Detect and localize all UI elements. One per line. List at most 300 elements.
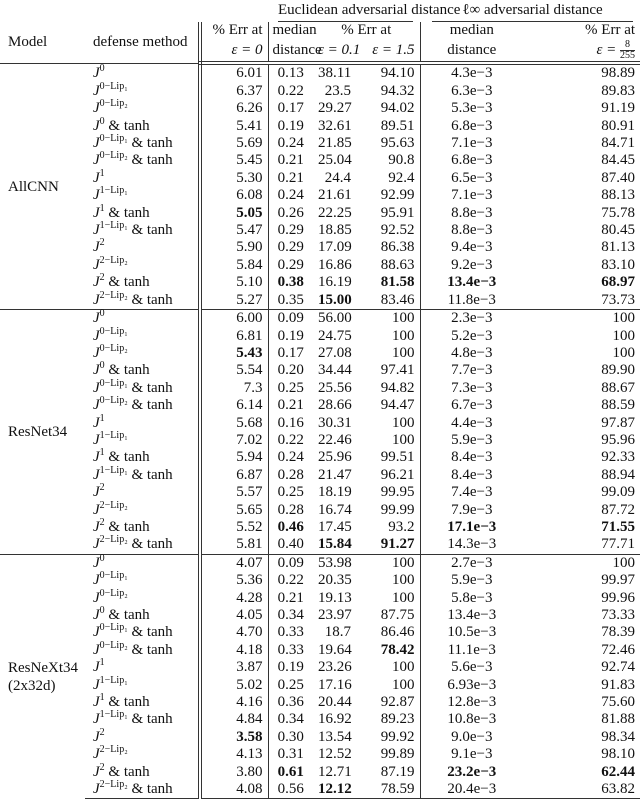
median-distance-cell: 0.33: [268, 624, 314, 641]
err-eps01-cell: 24.75: [318, 327, 352, 344]
model-sublabel: (2x32d): [8, 677, 56, 694]
model-name: [0, 554, 85, 799]
table-row: [0, 257, 640, 274]
method-superscript: 2−Lip₂: [99, 254, 128, 266]
median-distance-cell: 0.21: [268, 152, 314, 169]
linf-median-cell: 9.0e−3: [420, 729, 514, 746]
method-superscript: 2−Lip₂: [99, 534, 128, 546]
method-superscript: 0: [99, 308, 105, 320]
err-eps0-cell: 5.27: [200, 292, 268, 310]
linf-err-cell: 80.91: [601, 117, 636, 134]
method-superscript: 2: [99, 237, 105, 249]
err-eps15-cell: 92.99: [380, 187, 415, 204]
linf-err-cell: 84.45: [601, 152, 636, 169]
table-row: [0, 432, 640, 449]
method-base: J: [93, 327, 100, 344]
method-suffix: & tanh: [127, 379, 173, 396]
median-distance-cell: 0.36: [268, 694, 314, 711]
linf-median-cell: 6.93e−3: [420, 677, 514, 694]
err-eps01-cell: 20.35: [318, 572, 352, 589]
method-suffix: & tanh: [127, 536, 173, 553]
err-eps01-cell: 19.64: [318, 641, 352, 658]
err-eps15-cell: 91.27: [380, 536, 415, 553]
err-eps0-cell: 5.10: [200, 274, 268, 291]
median-distance-cell: 0.26: [268, 205, 314, 222]
err-eps15-cell: 78.42: [380, 641, 415, 658]
err-eps0-cell: 3.87: [200, 659, 268, 676]
method-base: J: [93, 152, 100, 169]
err-eps01-cell: 38.11: [314, 63, 356, 82]
table-row: [0, 590, 640, 607]
err-eps01-cell: 13.54: [318, 728, 352, 745]
method-superscript: 2: [99, 272, 105, 284]
err-eps15-cell: 81.58: [380, 274, 415, 291]
err-eps15-cell: 83.46: [380, 291, 415, 308]
linf-err-cell: 77.71: [601, 536, 636, 553]
table-row: [0, 380, 640, 397]
linf-median-cell: 2.7e−3: [420, 554, 514, 572]
median-distance-cell: 0.29: [268, 239, 314, 256]
table-row: [0, 362, 640, 379]
err-eps01-cell: 24.4: [324, 169, 351, 186]
err-eps01-cell: 25.04: [318, 152, 352, 169]
method-superscript: 1: [99, 412, 105, 424]
linf-median-cell: 5.2e−3: [420, 328, 514, 345]
table-row: [0, 345, 640, 362]
median-distance-cell: 0.24: [268, 187, 314, 204]
linf-err-cell: 99.96: [601, 589, 636, 606]
model-name: [0, 310, 85, 555]
model-header: Model: [8, 33, 48, 50]
linf-err-cell: 88.13: [601, 187, 636, 204]
err-eps15-cell: 87.75: [380, 607, 415, 623]
median-distance-cell: 0.28: [268, 467, 314, 484]
err-eps15-cell: 100: [392, 589, 415, 606]
err-eps15-cell: 96.21: [380, 466, 415, 483]
err-eps0-cell: 5.94: [200, 449, 268, 466]
err-eps15-cell: 87.19: [380, 763, 415, 780]
linf-err-cell: 89.83: [601, 82, 636, 99]
linf-err-cell: 88.94: [601, 466, 636, 483]
method-suffix: & tanh: [127, 135, 173, 152]
method-suffix: & tanh: [127, 624, 173, 641]
linf-err-cell: 95.96: [601, 431, 636, 448]
method-superscript: 0−Lip₂: [99, 639, 128, 651]
table-row: [0, 170, 640, 187]
model-label: ResNeXt34: [8, 659, 78, 676]
median-distance-cell: 0.21: [268, 590, 314, 607]
err-eps0-cell: 5.65: [200, 502, 268, 519]
linf-median-cell: 7.3e−3: [420, 380, 514, 397]
err-at-header: % Err at: [341, 22, 392, 38]
method-superscript: 0−Lip₁: [99, 622, 128, 634]
median-distance-cell: 0.17: [268, 345, 314, 362]
err-eps15-cell: 99.95: [380, 484, 415, 501]
method-superscript: 1−Lip₁: [99, 464, 128, 476]
linf-err-cell: 78.39: [601, 624, 636, 641]
median-distance-cell: 0.17: [268, 100, 314, 117]
linf-err-cell: 89.90: [601, 362, 636, 379]
err-eps15-cell: 93.2: [388, 518, 415, 535]
err-eps01-cell: 16.92: [318, 711, 352, 728]
method-superscript: 2−Lip₂: [99, 779, 128, 791]
linf-err-cell: 100: [514, 310, 640, 328]
err-eps0-cell: 5.90: [200, 239, 268, 256]
method-base: J: [93, 694, 100, 711]
linf-err-cell: 100: [612, 327, 636, 344]
err-eps01-cell: 23.26: [318, 659, 352, 676]
err-eps01-cell: 27.08: [318, 344, 352, 361]
linf-err-cell: 62.44: [601, 763, 636, 780]
linf-err-header-top: % Err at: [585, 22, 636, 38]
linf-median-cell: 23.2e−3: [420, 764, 514, 781]
method-superscript: 1: [99, 657, 105, 669]
method-base: J: [93, 397, 100, 414]
method-base: J: [93, 344, 100, 361]
method-superscript: 2: [99, 482, 105, 494]
method-base: J: [93, 746, 100, 763]
err-eps15-cell: 100: [392, 414, 415, 431]
err-eps01-cell: 34.44: [318, 362, 352, 379]
method-base: J: [93, 676, 100, 693]
table-row: [0, 484, 640, 501]
defense-method-header: defense method: [93, 33, 188, 50]
err-eps15-cell: 99.89: [380, 746, 415, 763]
method-superscript: 1−Lip₁: [99, 709, 128, 721]
method-base: J: [93, 728, 100, 745]
err-eps15-cell: 88.63: [380, 256, 415, 273]
method-suffix: & tanh: [104, 204, 150, 221]
err-eps0-cell: 5.69: [200, 135, 268, 152]
err-eps0-cell: 4.16: [200, 694, 268, 711]
err0-header-top: % Err at: [200, 22, 268, 39]
err-eps0-cell: 7.02: [200, 432, 268, 449]
method-superscript: 1: [99, 692, 105, 704]
median-distance-cell: 0.34: [268, 607, 314, 624]
linf-err-cell: 80.45: [601, 222, 636, 239]
err-eps0-cell: 5.30: [200, 170, 268, 187]
err-eps0-cell: 4.70: [200, 624, 268, 641]
err-eps0-cell: 3.58: [200, 729, 268, 746]
linf-median-cell: 6.5e−3: [420, 170, 514, 187]
err-eps01-cell: 25.56: [318, 379, 352, 396]
method-base: J: [93, 466, 100, 483]
linf-err-cell: 92.74: [601, 659, 636, 676]
method-superscript: 0: [99, 360, 105, 372]
err-eps01-cell: 12.12: [314, 781, 356, 799]
err-eps15-cell: 92.52: [380, 222, 415, 239]
err-eps15-cell: 100: [392, 431, 415, 448]
method-superscript: 0: [99, 62, 105, 74]
method-base: J: [93, 449, 100, 466]
table-row: [0, 572, 640, 589]
method-superscript: 1−Lip₁: [99, 220, 128, 232]
method-suffix: & tanh: [127, 397, 173, 414]
linf-err-cell: 88.59: [601, 397, 636, 414]
err-eps01-cell: 16.74: [318, 501, 352, 518]
err-eps15-cell: 100: [392, 327, 415, 344]
linf-median-cell: 17.1e−3: [420, 519, 514, 536]
err-eps0-cell: 6.01: [200, 63, 268, 82]
method-base: J: [93, 239, 100, 256]
linf-median-cell: 11.1e−3: [420, 642, 514, 659]
linf-err-cell: 72.46: [601, 641, 636, 658]
linf-err-cell: 98.89: [514, 63, 640, 82]
method-superscript: 0: [99, 605, 105, 616]
linf-err-cell: 73.73: [601, 291, 636, 308]
linf-median-cell: 14.3e−3: [420, 536, 514, 554]
method-base: J: [93, 82, 100, 99]
fraction-8-255: $\frac{8}{255}$: [620, 38, 636, 61]
method-suffix: & tanh: [104, 763, 150, 780]
err-eps0-cell: 4.05: [200, 607, 268, 624]
linf-median-cell: 4.8e−3: [420, 345, 514, 362]
median-distance-cell: 0.22: [268, 432, 314, 449]
method-suffix: & tanh: [104, 117, 150, 134]
linf-err-cell: 100: [514, 554, 640, 572]
linf-median-cell: 8.8e−3: [420, 205, 514, 222]
linf-err-header-eps: ε = $\frac{8}{255}$: [514, 39, 640, 63]
err-eps0-cell: 6.26: [200, 100, 268, 117]
table-row: [0, 63, 640, 82]
err-eps0-cell: 5.02: [200, 677, 268, 694]
linf-median-cell: 9.4e−3: [420, 239, 514, 256]
linf-median-cell: 7.1e−3: [420, 135, 514, 152]
linf-median-cell: 8.4e−3: [420, 467, 514, 484]
err-eps0-cell: 5.36: [200, 572, 268, 589]
err-eps0-cell: 5.41: [200, 118, 268, 135]
err-eps01-cell: 16.86: [318, 256, 352, 273]
median-distance-cell: 0.09: [268, 554, 314, 572]
err-eps01-cell: 15.84: [318, 536, 352, 553]
linf-err-cell: 73.33: [601, 607, 636, 623]
linf-median-cell: 7.7e−3: [420, 362, 514, 379]
err-eps0-cell: 6.37: [200, 83, 268, 100]
median-distance-cell: 0.09: [268, 310, 314, 328]
err-eps15-cell: 92.87: [380, 694, 415, 711]
method-superscript: 1: [99, 447, 105, 459]
linf-median-cell: 7.1e−3: [420, 187, 514, 204]
err-eps01-cell: 22.25: [318, 204, 352, 221]
method-base: J: [93, 484, 100, 501]
method-superscript: 0−Lip₁: [99, 133, 128, 145]
method-superscript: 0−Lip₂: [99, 98, 128, 110]
method-superscript: 2: [99, 761, 105, 773]
table-row: [0, 222, 640, 239]
table-row: [0, 729, 640, 746]
err-eps01-cell: 17.45: [318, 518, 352, 535]
table-row: [0, 642, 640, 659]
err-eps0-cell: 6.87: [200, 467, 268, 484]
err-eps15-cell: 100: [392, 659, 415, 676]
table-row: [0, 274, 640, 291]
linf-err-cell: 87.40: [601, 169, 636, 186]
err-eps15-cell: 100: [356, 310, 420, 328]
method-superscript: 2−Lip₂: [99, 744, 128, 756]
table-row: [0, 467, 640, 484]
table-row: [0, 239, 640, 256]
median-distance-cell: 0.25: [268, 677, 314, 694]
err-eps15-cell: 100: [392, 572, 415, 589]
method-base: J: [93, 518, 100, 535]
err-eps15-cell: 94.02: [380, 100, 415, 117]
linf-err-cell: 99.97: [601, 572, 636, 589]
method-base: J: [93, 572, 100, 589]
err-eps01-cell: 18.19: [318, 484, 352, 501]
median-distance-cell: 0.34: [268, 711, 314, 728]
err-eps01-cell: 12.52: [318, 746, 352, 763]
err-eps15-cell: 94.32: [380, 82, 415, 99]
err-eps15-cell: 94.10: [356, 63, 420, 82]
median-distance-cell: 0.21: [268, 397, 314, 414]
median-distance-cell: 0.46: [268, 519, 314, 536]
err-eps0-cell: 4.07: [200, 554, 268, 572]
eps15-header: ε = 1.5: [356, 39, 420, 63]
err-eps01-cell: 21.61: [318, 187, 352, 204]
linf-median-cell: 7.9e−3: [420, 502, 514, 519]
err-eps15-cell: 95.63: [380, 135, 415, 152]
method-superscript: 1−Lip₁: [99, 674, 128, 686]
err-eps0-cell: 5.68: [200, 415, 268, 432]
table-row: [0, 519, 640, 536]
method-suffix: & tanh: [104, 449, 150, 466]
err-eps15-cell: 99.99: [380, 501, 415, 518]
err-eps15-cell: 100: [356, 554, 420, 572]
linf-err-cell: 98.34: [601, 728, 636, 745]
err-eps01-cell: 16.19: [318, 274, 352, 291]
linf-median-cell: 13.4e−3: [420, 607, 514, 624]
median-distance-cell: 0.28: [268, 502, 314, 519]
linf-err-cell: 75.78: [601, 204, 636, 221]
linf-err-cell: 91.83: [601, 676, 636, 693]
median-distance-cell: 0.22: [268, 572, 314, 589]
err-eps0-cell: 5.43: [200, 345, 268, 362]
table-row: [0, 607, 640, 624]
method-superscript: 2−Lip₂: [99, 499, 128, 511]
defense-method: [85, 289, 200, 310]
err-eps0-cell: 4.18: [200, 642, 268, 659]
method-suffix: & tanh: [127, 781, 173, 798]
median-distance-cell: 0.25: [268, 484, 314, 501]
err-eps15-cell: 78.59: [356, 781, 420, 799]
median-header-top: median: [268, 22, 314, 39]
err-eps15-cell: 97.41: [380, 362, 415, 379]
euclidean-group-header: Euclidean adversarial distance: [268, 0, 420, 22]
median-distance-cell: 0.31: [268, 746, 314, 763]
method-base: J: [93, 414, 100, 431]
table-row: [0, 328, 640, 345]
linf-median-cell: 11.8e−3: [420, 292, 514, 310]
err-eps01-cell: 15.00: [318, 291, 352, 308]
err-eps15-cell: 92.4: [388, 169, 415, 186]
table-row: [0, 677, 640, 694]
method-superscript: 0−Lip₁: [99, 570, 128, 582]
linf-median-cell: 5.6e−3: [420, 659, 514, 676]
method-base: J: [93, 763, 100, 780]
linf-median-cell: 12.8e−3: [420, 694, 514, 711]
table-row: [0, 502, 640, 519]
err-eps01-cell: 23.5: [324, 82, 351, 99]
method-base: J: [93, 187, 100, 204]
err-eps0-cell: 5.45: [200, 152, 268, 169]
median-distance-cell: 0.30: [268, 729, 314, 746]
median-distance-cell: 0.24: [268, 449, 314, 466]
method-base: J: [93, 117, 100, 134]
linf-median-cell: 5.9e−3: [420, 572, 514, 589]
err-eps01-cell: 12.71: [318, 763, 352, 780]
err-eps0-cell: 3.80: [200, 764, 268, 781]
table-row: [0, 397, 640, 414]
method-superscript: 0−Lip₂: [99, 587, 128, 599]
median-distance-cell: 0.24: [268, 135, 314, 152]
method-base: J: [93, 659, 100, 676]
method-base: J: [93, 256, 100, 273]
linf-err-cell: 99.09: [601, 484, 636, 501]
linf-err-cell: 63.82: [514, 781, 640, 799]
method-superscript: 0−Lip₁: [99, 377, 128, 389]
method-suffix: & tanh: [104, 362, 150, 379]
median-distance-cell: 0.19: [268, 328, 314, 345]
method-base: J: [93, 291, 100, 308]
median-distance-cell: 0.35: [268, 292, 314, 310]
method-superscript: 0: [99, 552, 105, 564]
linf-median-cell: 6.8e−3: [420, 118, 514, 135]
method-base: J: [93, 536, 100, 553]
err-eps0-cell: 5.84: [200, 257, 268, 274]
err-eps0-cell: 5.05: [200, 205, 268, 222]
err-eps01-cell: 32.61: [318, 117, 352, 134]
linf-median-cell: 10.5e−3: [420, 624, 514, 641]
linf-err-cell: 88.67: [601, 379, 636, 396]
linf-err-cell: 92.33: [601, 449, 636, 466]
method-suffix: & tanh: [127, 466, 173, 483]
method-superscript: 2: [99, 516, 105, 528]
linf-err-cell: 91.19: [601, 100, 636, 117]
err0-header-eps: ε = 0: [200, 39, 268, 63]
method-base: J: [93, 64, 100, 81]
linf-median-cell: 4.3e−3: [420, 63, 514, 82]
median-distance-cell: 0.33: [268, 642, 314, 659]
median-distance-cell: 0.40: [268, 536, 314, 554]
method-base: J: [93, 501, 100, 518]
table-row: [0, 187, 640, 204]
err-eps01-cell: 19.13: [318, 589, 352, 606]
err-eps01-cell: 23.97: [318, 607, 352, 623]
linf-err-cell: 97.87: [601, 414, 636, 431]
err-eps0-cell: 5.57: [200, 484, 268, 501]
median-distance-cell: 0.29: [268, 222, 314, 239]
linf-median-cell: 5.8e−3: [420, 590, 514, 607]
median-header-bottom: distance: [268, 39, 314, 63]
linf-err-cell: 83.10: [601, 256, 636, 273]
method-base: J: [93, 589, 100, 606]
err-eps15-cell: 99.92: [380, 728, 415, 745]
linf-err-cell: 81.13: [601, 239, 636, 256]
method-base: J: [93, 310, 100, 327]
err-eps01-cell: 17.09: [318, 239, 352, 256]
median-distance-cell: 0.21: [268, 170, 314, 187]
method-base: J: [93, 222, 100, 239]
median-distance-cell: 0.29: [268, 257, 314, 274]
err-eps01-cell: 17.16: [318, 676, 352, 693]
table-row: [0, 83, 640, 100]
median-distance-cell: 0.38: [268, 274, 314, 291]
method-suffix: & tanh: [127, 152, 173, 169]
err-eps01-cell: 28.66: [318, 397, 352, 414]
method-base: J: [93, 362, 100, 379]
err-eps15-cell: 86.38: [380, 239, 415, 256]
err-eps0-cell: 7.3: [200, 380, 268, 397]
